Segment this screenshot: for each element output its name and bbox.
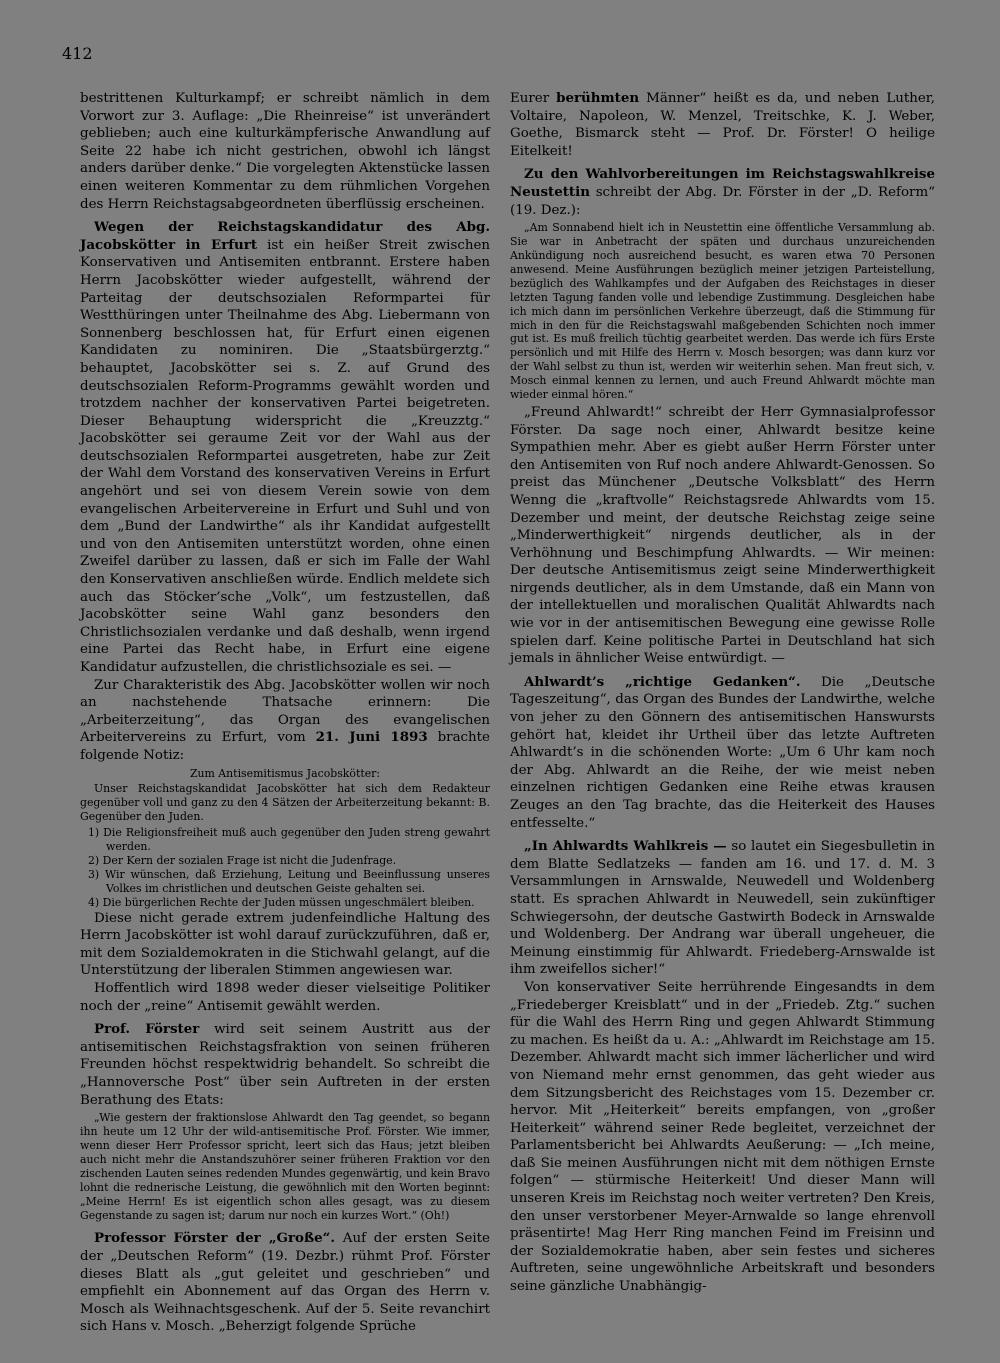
heading-richtige-gedanken: Ahlwardt’s „richtige Gedanken“. — [524, 673, 801, 690]
date-emphasis: 21. Juni 1893 — [315, 729, 428, 746]
right-paragraph-1: Eurer berühmten Männer“ heißt es da, und neben Luther, Voltaire, Napoleon, W. Menzel, Treitschke, K. J. Weber, Goethe, Bismarck steht — Prof. Dr. Förster! O heilige Eitelkeit! — [510, 90, 935, 159]
notice-item: 2) Der Kern der sozialen Frage ist nicht die Judenfrage. — [88, 854, 397, 867]
right-paragraph-5: „In Ahlwardts Wahlkreis — so lautet ein Siegesbulletin in dem Blatte Sedlatzeks — fanden am 16. und 17. d. M. 3 Versammlungen in Arnswalde, Neuwedell und Woldenberg statt. Es sprachen Ahlwardt in Neuwedell, sein zukünftiger Schwiegersohn, der deutsche Gastwirth Bodeck in Arnswalde und Woldenberg. Der Andrang war überall ungeheuer, die Meinung einstimmig für Ahlwardt. Friedeberg-Arnswalde ist ihm zweifellos sicher!“ — [510, 838, 935, 978]
right-paragraph-4: Ahlwardt’s „richtige Gedanken“. Die „Deutsche Tageszeitung“, das Organ des Bundes der Landwirthe, welche von jeher zu den Gönnern des antisemitischen Hanswursts gehört hat, kleidet ihr Urtheil über das letzte Auftreten Ahlwardt’s in die schönenden Worte: „Um 6 Uhr kam noch der Abg. Ahlwardt an die Reihe, der wie meist neben einzelnen richtigen Gedanken eine Reihe etwas krausen Zeuges an den Tag brachte, das die Heiterkeit des Hauses entfesselte.“ — [510, 673, 936, 831]
notice-item: 4) Die bürgerlichen Rechte der Juden müssen ungeschmälert bleiben. — [88, 895, 475, 909]
heading-wahlkreis: „In Ahlwardts Wahlkreis — — [524, 838, 727, 855]
left-paragraph-4: Diese nicht gerade extrem judenfeindliche Haltung des Herrn Jacobskötter ist wohl darauf zurückzuführen, daß er, mit dem Sozialdemokraten in die Stichwahl gelangt, auf die Unterstützung der liberalen Stimmen angewiesen war. — [80, 910, 490, 979]
right-paragraph-6: Von konservativer Seite herrührende Eingesandts in dem „Friedeberger Kreisblatt“ und in der „Friedeb. Ztg.“ suchen für die Wahl des Herrn Ring und gegen Ahlwardt Stimmung zu machen. Es heißt da u. A.: „Ahlwardt im Reichstage am 15. Dezember. Ahlwardt macht sich immer lächerlicher und wird von Niemand mehr ernst genommen, das geht wieder aus dem Sitzungsbericht des Reichstages vom 15. Dezember cr. hervor. Mit „Heiterkeit“ bereits empfangen, von „großer Heiterkeit“ während seiner Rede begleitet, verzeichnet der Parlamentsbericht bei Ahlwardts Aeußerung: — „Ich meine, daß Sie meinen Ausführungen nicht mit dem nöthigen Ernste folgen“ — stürmische Heiterkeit! Und dieser Mann will unseren Kreis im Reichstag noch weiter vertreten? Den Kreis, den unser verstorbener Meyer-Arnwalde so lange ehrenvoll präsentirte! Mag Herr Ring manchen Feind im Freisinn und der Sozialdemokratie haben, aber sein festes und sicheres Auftreten, seine ungewöhnliche Arbeitskraft und besonders seine gänzliche Unabhängig- — [510, 979, 935, 1295]
quote-deutsche-reform: „Am Sonnabend hielt ich in Neustettin eine öffentliche Versammlung ab. Sie war in Anbetracht der späten und durchaus unzureichenden Ankündigung noch ausreichend besucht, es waren etwa 70 Personen anwesend. Meine Ausführungen bezüglich meiner jetzigen Parteistellung, bezüglich des Wahlkampfes und der Aufgaben des Reichstages in dieser letzten Tagung fanden volle und lebendige Zustimmung. Desgleichen habe ich mich dann im persönlichen Verkehre überzeugt, daß die Stimmung für mich in den für die Reichstagswahl maßgebenden Schichten noch immer gut ist. Es muß freilich tüchtig gearbeitet werden. Das werde ich fürs Erste persönlich und mit Hilfe des Herrn v. Mosch besorgen; was dann kurz vor der Wahl selbst zu thun ist, werden wir weiterhin sehen. Man freut sich, v. Mosch einmal kennen zu lernen, und auch Freund Ahlwardt möchte man wieder einmal hören.“ — [510, 221, 935, 402]
page-number: 412 — [62, 44, 93, 63]
left-column — [80, 90, 490, 1336]
right-paragraph-2: Zu den Wahlvorbereitungen im Reichstagswahlkreise Neustettin schreibt der Abg. Dr. Förster in der „D. Reform“ (19. Dez.): — [510, 166, 935, 218]
left-paragraph-2: Wegen der Reichstagskandidatur des Abg. Jacobskötter in Erfurt ist ein heißer Streit zwischen Konservativen und Antisemiten entbrannt. Erstere haben Herrn Jacobskötter wieder aufgestellt, während der Parteitag der deutschsozialen Reformpartei für Westthüringen unter Theilnahme des Abg. Liebermann von Sonnenberg beschlossen hat, für Erfurt einen eigenen Kandidaten zu nominiren. Die „Staatsbürgerztg.“ behauptet, Jacobskötter sei s. Z. auf Grund des deutschsozialen Reform-Programms gewählt worden und trotzdem nachher der konservativen Partei beigetreten. Dieser Behauptung widerspricht die „Kreuzztg.“ Jacobskötter sei geraume Zeit vor der Wahl aus der deutschsozialen Reformpartei ausgetreten, habe zur Zeit der Wahl dem Vorstand des konservativen Vereins in Erfurt angehört und sei von diesem Verein sowie von dem evangelischen Arbeitervereine in Erfurt und Suhl und von dem „Bund der Landwirthe“ als ihr Kandidat aufgestellt und von den Antisemiten unterstützt worden, ohne einen Zweifel darüber zu lassen, daß er sich im Falle der Wahl den Konservativen anschließen würde. Endlich meldete sich auch das Stöcker’sche „Volk“, um festzustellen, daß Jacobskötter seine Wahl ganz besonders den Christlichsozialen verdanke und daß deshalb, wenn irgend eine Partei das Recht habe, in Erfurt eine eigene Kandidatur aufzustellen, die christlichsoziale es sei. — — [80, 219, 490, 675]
left-paragraph-3: Zur Charakteristik des Abg. Jacobskötter wollen wir noch an nachstehende Thatsache erinnern: Die „Arbeiterzeitung“, das Organ des evangelischen Arbeitervereins zu Erfurt, vom 21. Juni 1893 brachte folgende Notiz: — [80, 677, 490, 763]
right-paragraph-3: „Freund Ahlwardt!“ schreibt der Herr Gymnasialprofessor Förster. Da sage noch einer, Ahlwardt besitze keine Sympathien mehr. Aber es giebt außer Herrn Förster unter den Antisemiten von Ruf noch andere Ahlwardt-Genossen. So preist das Münchener „Deutsche Volksblatt“ des Herrn Wenng die „kraftvolle“ Reichstagsrede Ahlwardts vom 15. Dezember und meint, der deutsche Reichstag zeige seine „Minderwerthigkeit“ nirgends deutlicher, als in der Verhöhnung und Beschimpfung Ahlwardts. — Wir meinen: Der deutsche Antisemitismus zeigt seine Minderwerthigkeit nirgends deutlicher, als in dem Umstande, daß ein Mann von der intellektuellen und moralischen Qualität Ahlwardts nach wie vor in der antisemitischen Bewegung eine gewisse Rolle spielen darf. Keine politische Partei in Deutschland hat sich jemals in ähnlicher Weise entwürdigt. — — [510, 404, 935, 667]
heading-jacobskoetter: Wegen der Reichstagskandidatur des Abg. Jacobskötter in Erfurt — [80, 219, 490, 253]
notice-body: Unser Reichstagskandidat Jacobskötter hat sich dem Redakteur gegenüber voll und ganz zu den 4 Sätzen der Arbeiterzeitung bekannt: B. Gegenüber den Juden. — [80, 782, 490, 824]
notice-list — [80, 826, 490, 909]
heading-foerster-grosse: Professor Förster der „Große“. — [94, 1230, 336, 1247]
left-paragraph-1: bestrittenen Kulturkampf; er schreibt nämlich in dem Vorwort zur 3. Auflage: „Die Rheinreise“ ist unverändert geblieben; auch eine kulturkämpferische Anwandlung auf Seite 22 habe ich nicht gestrichen, obwohl ich längst anders darüber denke.“ Die vorgelegten Aktenstücke lassen einen weiteren Kommentar zu dem rühmlichen Vorgehen des Herrn Reichstagsabgeordneten überflüssig erscheinen. — [80, 91, 490, 212]
left-paragraph-6: Prof. Förster wird seit seinem Austritt aus der antisemitischen Reichstagsfraktion von seinen früheren Freunden höchst respektwidrig behandelt. So schreibt die „Hannoversche Post“ über sein Auftreten in der ersten Berathung des Etats: — [80, 1021, 490, 1108]
left-paragraph-7: Professor Förster der „Große“. Auf der ersten Seite der „Deutschen Reform“ (19. Dezbr.) rühmt Prof. Förster dieses Blatt als „gut geleitet und geschrieben“ und empfiehlt ein Abonnement auf das Organ des Herrn v. Mosch als Weihnachtsgeschenk. Auf der 5. Seite revanchirt sich Hans v. Mosch. „Beherzigt folgende Sprüche — [80, 1230, 490, 1335]
right-column — [510, 90, 935, 1296]
notice-title: Zum Antisemitismus Jacobskötter: — [189, 766, 381, 780]
notice-item: 1) Die Religionsfreiheit muß auch gegenüber den Juden streng gewahrt werden. — [88, 826, 490, 854]
left-paragraph-5: Hoffentlich wird 1898 weder dieser vielseitige Politiker noch der „reine“ Antisemit gewählt werden. — [80, 981, 490, 1014]
heading-foerster: Prof. Förster — [94, 1021, 200, 1038]
heading-neustettin: Zu den Wahlvorbereitungen im Reichstagswahlkreise Neustettin — [510, 166, 935, 200]
quote-hannoversche-post: „Wie gestern der fraktionslose Ahlwardt den Tag geendet, so begann ihn heute um 12 Uhr der wild-antisemitische Prof. Förster. Wie immer, wenn dieser Herr Professor spricht, leert sich das Haus; jetzt bleiben auch nicht mehr die Anstandszuhörer seiner früheren Fraktion vor den zischenden Lauten seines redenden Mundes gegenwärtig, und kein Bravo lohnt die rednerische Leistung, die gewöhnlich mit den Worten beginnt: „Meine Herrn! Es ist eigentlich schon alles gesagt, was zu diesem Gegenstande zu sagen ist; darum nur noch ein kurzes Wort.“ (Oh!) — [80, 1111, 490, 1222]
notice-item: 3) Wir wünschen, daß Erziehung, Leitung und Beeinflussung unseres Volkes im christlichen und deutschen Geiste gehalten sei. — [88, 867, 490, 895]
